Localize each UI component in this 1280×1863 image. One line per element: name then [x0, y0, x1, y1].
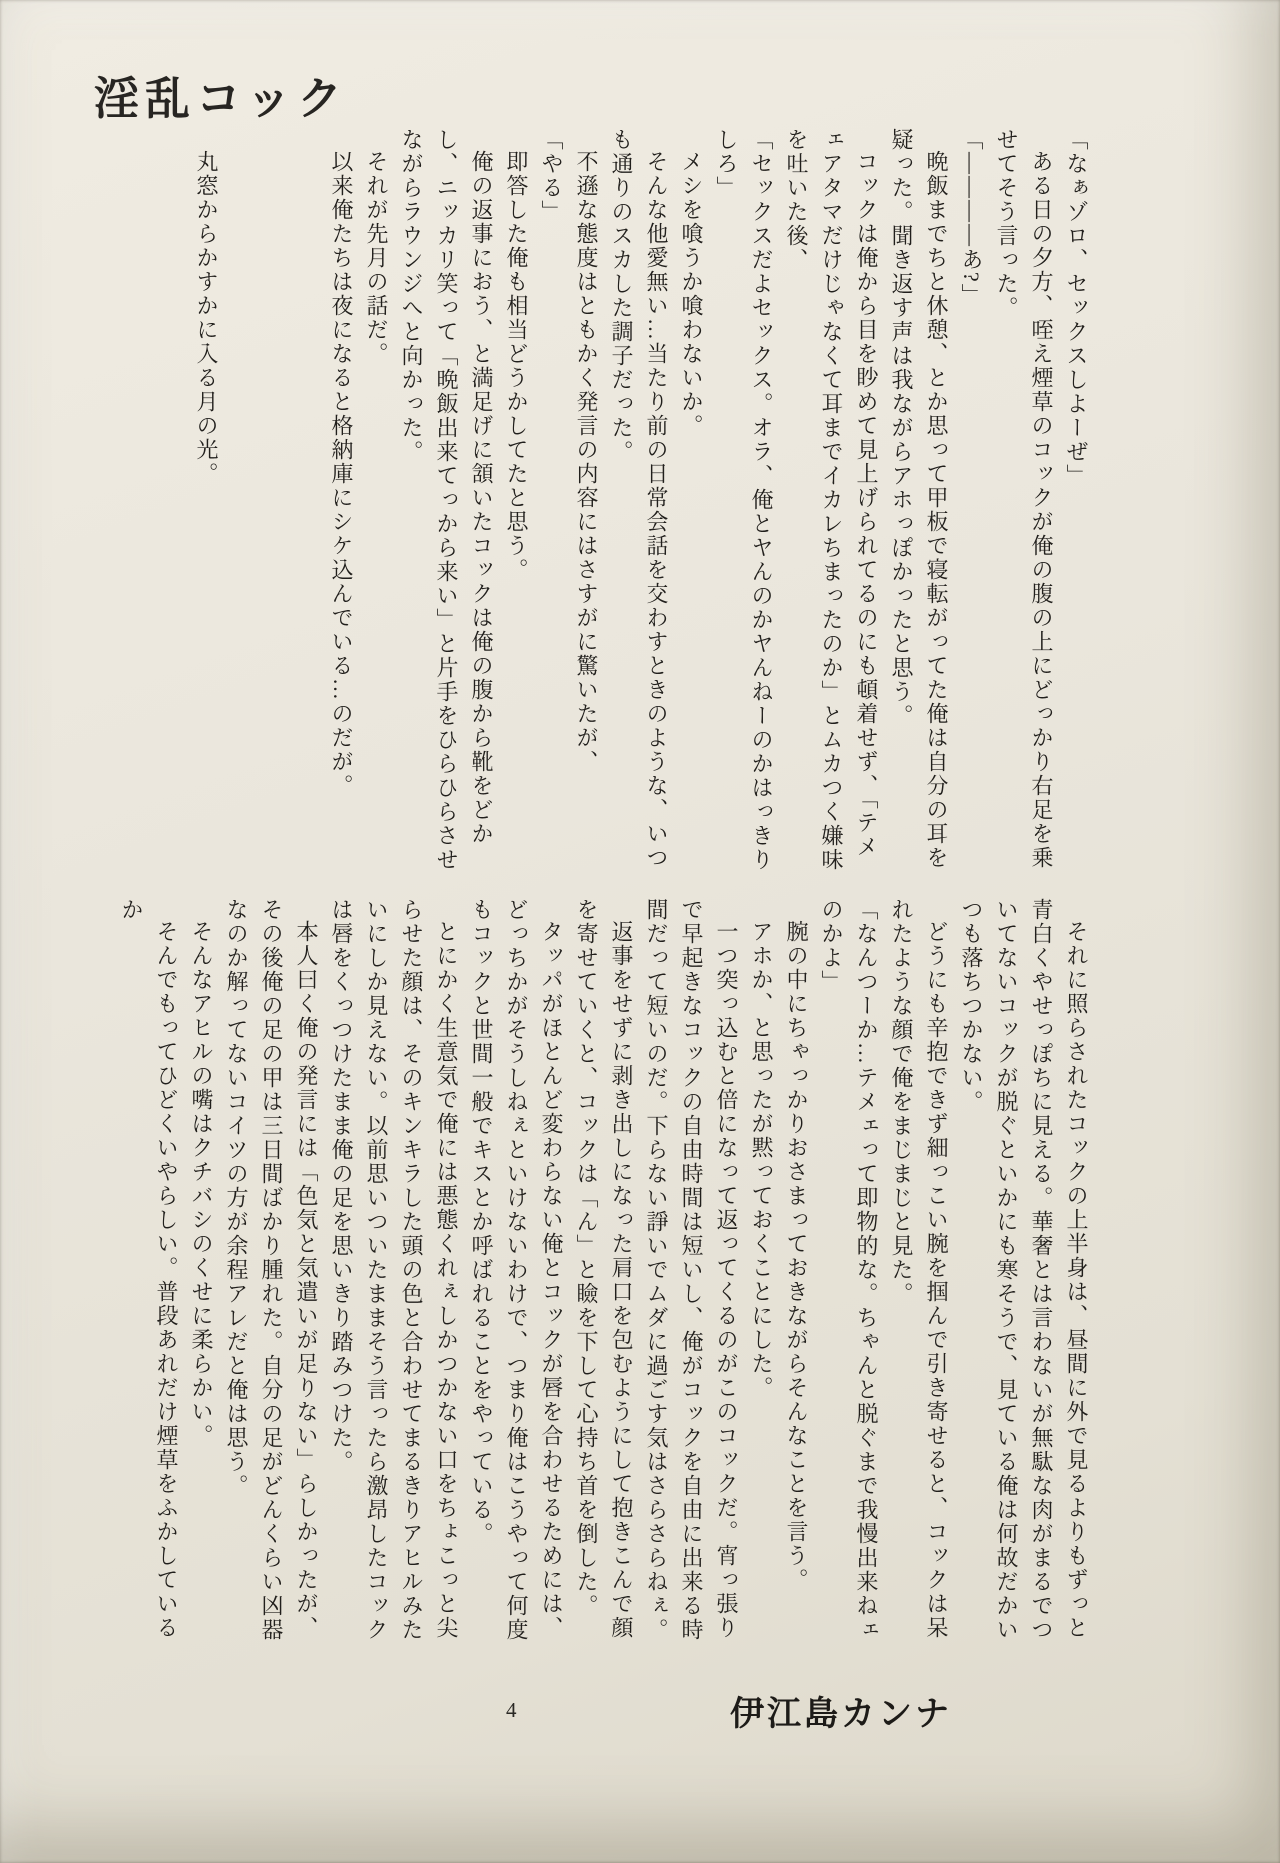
lower-text-block [109, 898, 1094, 1648]
dialogue-paragraph: 「なんつーか…テメェって即物的な。ちゃんと脱ぐまで我慢出来ねェのかよ」 [819, 898, 879, 1642]
paragraph: 不遜な態度はともかく発言の内容にはさすがに驚いたが、 [574, 150, 599, 774]
paragraph: アホか、と思ったが黙っておくことにした。 [749, 920, 774, 1400]
author-credit: 伊江島カンナ [730, 1695, 952, 1733]
paragraph: ある日の夕方、咥え煙草のコックが俺の腹の上にどっかり右足を乗せてそう言った。 [994, 128, 1054, 870]
paragraph: 即答した俺も相当どうかしてたと思う。 [504, 150, 529, 582]
paragraph: 一つ突っ込むと倍になって返ってくるのがこのコックだ。宵っ張りで早起きなコックの自由時間は短いし、俺がコックを自由に出来る時間だって短いのだ。下らない諍いでムダに過ごす気はさらさらねぇ。 [644, 898, 739, 1642]
paragraph: そんなアヒルの嘴はクチバシのくせに柔らかい。 [189, 920, 214, 1448]
paragraph: どうにも辛抱できず細っこい腕を掴んで引き寄せると、コックは呆れたような顔で俺をまじまじと見た。 [889, 898, 949, 1640]
paragraph: 以来俺たちは夜になると格納庫にシケ込んでいる…のだが。 [329, 150, 354, 798]
dialogue-paragraph: 「なぁゾロ、セックスしよーぜ」 [1064, 128, 1089, 488]
dialogue-paragraph: 「やる」 [539, 128, 564, 224]
paragraph: 晩飯までちと休憩、とか思って甲板で寝転がってた俺は自分の耳を疑った。聞き返す声は我ながらアホっぽかったと思う。 [889, 128, 949, 870]
paragraph: タッパがほとんど変わらない俺とコックが唇を合わせるためには、どっちかがそうしねぇといけないわけで、つまり俺はこうやって何度もコックと世間一般でキスとか呼ばれることをやっている。 [469, 898, 564, 1642]
dialogue-paragraph: 「セックスだよセックス。オラ、俺とヤんのかヤんねーのかはっきりしろ」 [714, 128, 774, 872]
paragraph: 丸窓からかすかに入る月の光。 [194, 150, 219, 486]
paragraph: 俺の返事におう、と満足げに頷いたコックは俺の腹から靴をどかし、ニッカリ笑って「晩飯出来てっから来い」と片手をひらひらさせながらラウンジへと向かった。 [399, 128, 494, 872]
page-number: 4 [506, 1698, 517, 1722]
paragraph: そんな他愛無い…当たり前の日常会話を交わすときのような、いつも通りのスカした調子だった。 [609, 128, 669, 870]
paragraph: それが先月の話だ。 [364, 150, 389, 366]
paragraph: コックは俺から目を眇めて見上げられてるのにも頓着せず、「テメェアタマだけじゃなくて耳までイカレちまったのか」とムカつく嫌味を吐いた後、 [784, 128, 879, 872]
paragraph: 腕の中にちゃっかりおさまっておきながらそんなことを言う。 [784, 920, 809, 1592]
paragraph: 返事をせずに剥き出しになった肩口を包むようにして抱きこんで顔を寄せていくと、コックは「ん」と瞼を下して心持ち首を倒した。 [574, 898, 634, 1640]
paragraph: 本人曰く俺の発言には「色気と気遣いが足りない」らしかったが、その後俺の足の甲は三日間ばかり腫れた。自分の足がどんくらい凶器なのか解ってないコイツの方が余程アレだと俺は思う。 [224, 898, 319, 1642]
paragraph: そんでもってひどくいやらしい。普段あれだけ煙草をふかしているか [119, 898, 179, 1640]
paragraph: それに照らされたコックの上半身は、昼間に外で見るよりもずっと青白くやせっぽちに見える。華奢とは言わないが無駄な肉がまるでついてないコックが脱ぐといかにも寒そうで、見ている俺は何故だかいつも落ちつかない。 [959, 898, 1089, 1642]
dialogue-paragraph: 「――――あ?」 [959, 128, 984, 308]
upper-text-block [129, 128, 1094, 878]
paragraph: メシを喰うか喰わないか。 [679, 150, 704, 438]
paragraph: とにかく生意気で俺には悪態くれぇしかつかない口をちょこっと尖らせた顔は、そのキンキラした頭の色と合わせてまるきりアヒルみたいにしか見えない。以前思いついたままそう言ったら激昂したコックは唇をくっつけたまま俺の足を思いきり踏みつけた。 [329, 898, 459, 1642]
page-title: 淫乱コック [94, 73, 349, 125]
